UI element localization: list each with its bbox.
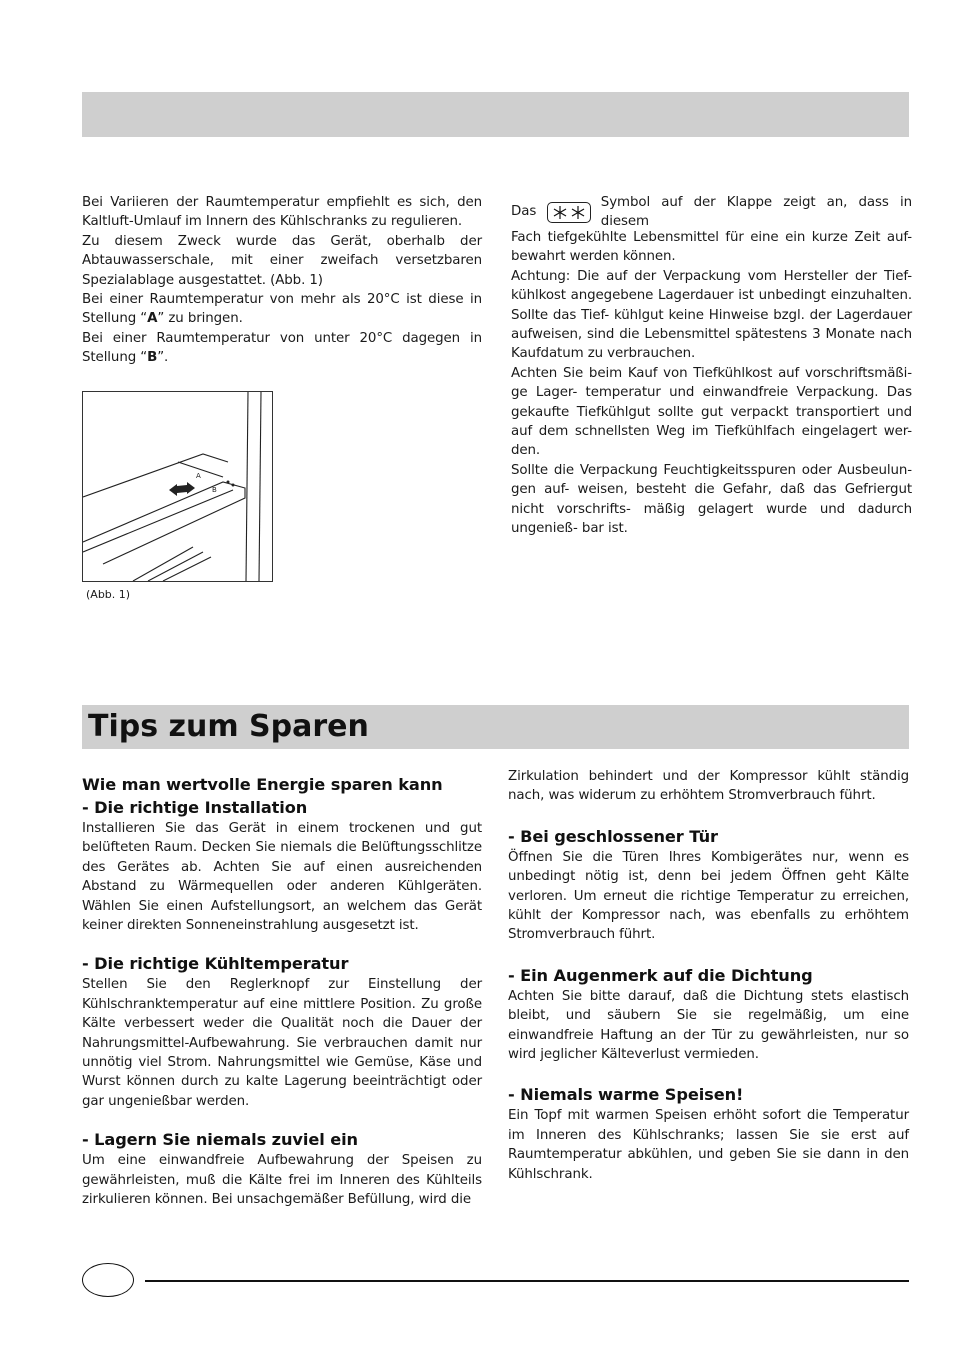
- svg-text:A: A: [196, 472, 201, 480]
- tip-heading: - Lagern Sie niemals zuviel ein: [82, 1130, 358, 1150]
- tips-left-column: [82, 773, 482, 1210]
- position-a-text: Bei einer Raumtemperatur von mehr als 20°C ist diese in Stellung “A” zu bringen.: [82, 292, 482, 327]
- tip-heading: - Ein Augenmerk auf die Dichtung: [508, 965, 813, 985]
- symbol-line-after: Symbol auf der Klappe zeigt an, dass in diesem: [600, 194, 912, 229]
- section-title: Tips zum Sparen: [88, 709, 369, 744]
- tips-main-heading: Wie man wertvolle Energie sparen kann: [82, 775, 443, 794]
- tip-text: Achten Sie bitte darauf, daß die Dichtung stets elastisch bleibt, und säubern Sie sie regelmäßig, um eine einwandfreie Haftung an der Tür zu gewährleisten, nur so wird jeglicher Kälteverlust vermieden.: [508, 988, 909, 1063]
- tip-heading: - Niemals warme Speisen!: [508, 1085, 744, 1105]
- paragraph: Achten Sie beim Kauf von Tiefkühlkost auf vorschriftsmäßi- ge Lager- temperatur und einwandfreie Verpackung. Das gekaufte Tiefkühlgut sollte gut verpackt transportiert und auf dem schnellsten Weg im Tiefkühlfach eingelagert wer- den.: [511, 365, 912, 459]
- page-number-oval: [82, 1263, 134, 1297]
- freezer-notes: [511, 194, 912, 539]
- fridge-shelf-illustration: [82, 391, 273, 582]
- tips-right-column: [508, 767, 909, 1184]
- symbol-line-before: Das: [511, 204, 537, 220]
- paragraph: Zu diesem Zweck wurde das Gerät, oberhalb der Abtauwasserschale, mit einer zweifach versetzbaren Spezialablage ausgestattet. (Abb. 1): [82, 233, 482, 288]
- tip-text: Stellen Sie den Reglerknopf zur Einstellung der Kühlschranktemperatur auf eine mittlere Position. Zu große Kälte verbessert weder die Qualität noch die Dauer der Nahrungsmittel-Aufbewahrung. Sie verbrauchen damit nur unnötig viel Strom. Nahrungsmittel wie Gemüse, Käse und Wurst können durch zu kalte Lagerung beeinträchtigt oder gar ungenießbar werden.: [82, 977, 482, 1109]
- tip-text: Ein Topf mit warmen Speisen erhöht sofort die Temperatur im Inneren des Kühlschranks; lassen Sie sie erst auf Raumtemperatur abkühlen, und geben Sie sie dann in den Kühlschrank.: [508, 1108, 909, 1182]
- tip-text: Installieren Sie das Gerät in einem trockenen und gut belüfteten Raum. Decken Sie niemals die Belüftungsschlitze des Gerätes ab. Achten Sie auf einen ausreichenden Abstand zu Wärmequellen oder anderen Kühlgeräten. Wählen Sie einen Aufstellungsort, an welchem das Gerät keiner direkten Sonneneinstrahlung ausgesetzt ist.: [82, 821, 482, 934]
- symbol-line: [511, 194, 912, 229]
- two-star-freezer-icon: [547, 202, 591, 223]
- tip-text: Zirkulation behindert und der Kompressor kühlt ständig nach, was widerum zu erhöhtem Stromverbrauch führt.: [508, 769, 909, 804]
- tip-text: Öffnen Sie die Türen Ihres Kombigerätes nur, wenn es unbedingt nötig ist, denn bei jedem Öffnen geht Kälte verloren. Um erneut die richtige Temperatur zu erreichen, kühlt der Kompressor nach, was ebenfalls zu erhöhtem Stromverbrauch führt.: [508, 849, 909, 943]
- tips-header-bar: [82, 705, 909, 749]
- top-header-bar: [82, 92, 909, 137]
- figure-caption: (Abb. 1): [86, 588, 131, 601]
- tip-text: Um eine einwandfreie Aufbewahrung der Speisen zu gewährleisten, muß die Kälte frei im Inneren des Kühlteils zirkulieren können. Bei unsachgemäßer Befüllung, wird die: [82, 1153, 482, 1208]
- tip-heading: - Die richtige Installation: [82, 798, 308, 817]
- paragraph: Sollte die Verpackung Feuchtigkeitsspuren oder Ausbeulun- gen auf- weisen, besteht die Gefahr, daß das Gefriergut nicht vorschrifts- mäßig gelagert wurde und dadurch ungenieß- bar ist.: [511, 462, 912, 537]
- footer-rule: [145, 1280, 909, 1282]
- paragraph: Fach tiefgekühlte Lebensmittel für eine ein kurze Zeit auf- bewahrt werden können.: [511, 230, 912, 265]
- svg-text:B: B: [212, 486, 217, 494]
- paragraph: Achtung: Die auf der Verpackung vom Hersteller der Tief- kühlkost angegebene Lagerdauer ist unbedingt einzuhalten. Sollte das Tief- kühlgut keine Hinweise bzgl. der Lagerdauer aufweisen, sind die Lebensmittel spätestens 3 Monate nach Kaufdatum zu verbrauchen.: [511, 268, 912, 362]
- shelf-instructions: [82, 193, 482, 368]
- paragraph: Bei Variieren der Raumtemperatur empfiehlt es sich, den Kaltluft-Umlauf im Innern des Kühlschranks zu regulieren.: [82, 195, 482, 230]
- position-b-text: Bei einer Raumtemperatur von unter 20°C dagegen in Stellung “B”.: [82, 330, 482, 366]
- tip-heading: - Die richtige Kühltemperatur: [82, 954, 349, 974]
- tip-heading: - Bei geschlossener Tür: [508, 826, 718, 846]
